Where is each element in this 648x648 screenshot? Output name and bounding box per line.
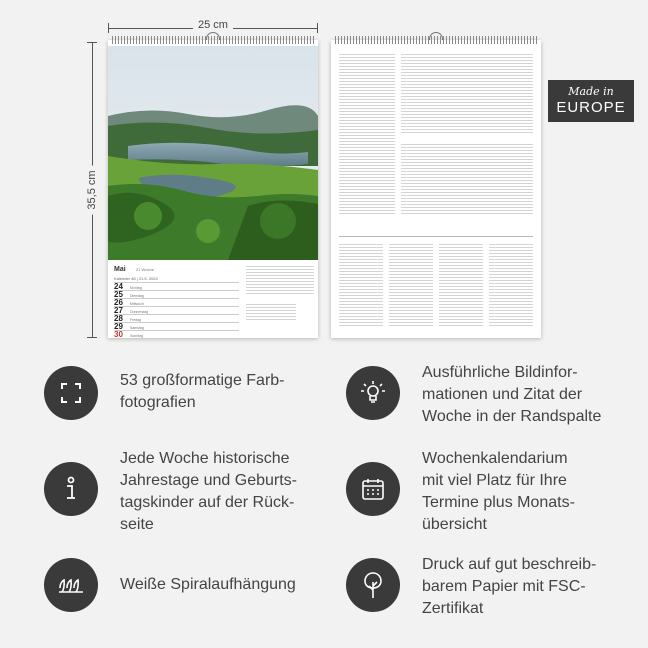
feature-item [44, 450, 297, 536]
article-text-2 [401, 144, 533, 214]
feature-item [346, 366, 601, 428]
birthday-column-2 [389, 244, 433, 328]
day-number: 30 [114, 330, 123, 339]
weekday-label: Mittwoch [130, 302, 144, 306]
feature-text: Druck auf gut beschreib- barem Papier mit FSC- Zertifikat [422, 556, 597, 617]
feature-text: Ausführliche Bildinfor- mationen und Zitat der Woche in der Randspalte [422, 364, 602, 425]
lightbulb-icon [346, 366, 400, 420]
day-number: 28 [114, 314, 123, 323]
feature-item [346, 558, 596, 620]
day-number: 27 [114, 306, 123, 315]
hanger-hook [429, 32, 443, 40]
day-row [114, 322, 239, 330]
month-label: Mai [114, 266, 126, 273]
feature-text: Weiße Spiralaufhängung [120, 576, 296, 593]
birthday-column-4 [489, 244, 533, 328]
weekly-planner [108, 262, 318, 338]
hanger-hook [206, 32, 220, 40]
weekday-label: Dienstag [130, 294, 144, 298]
info-icon [44, 462, 98, 516]
weekday-label: Samstag [130, 326, 144, 330]
spiral-icon [44, 558, 98, 612]
height-label: 35,5 cm [86, 165, 98, 214]
week-label: 21 Woche [136, 267, 154, 272]
weekday-label: Donnerstag [130, 310, 149, 314]
day-number: 25 [114, 290, 123, 299]
feature-text: Jede Woche historische Jahrestage und Geburts- tagskinder auf der Rück- seite [120, 450, 297, 533]
tree-icon [346, 558, 400, 612]
landscape-photo [108, 46, 318, 260]
birthday-column-1 [339, 244, 383, 328]
day-row [114, 298, 239, 306]
day-row [114, 314, 239, 322]
feature-text: 53 großformatige Farb- fotografien [120, 372, 285, 411]
day-row [114, 306, 239, 314]
history-text-column [339, 54, 395, 214]
calendar-back-page [331, 40, 541, 338]
height-dimension [86, 42, 98, 338]
feature-item [44, 366, 285, 420]
article-text-1 [401, 54, 533, 134]
calendar-icon [346, 462, 400, 516]
made-in-europe-badge [548, 80, 634, 122]
kw-text: Kalender 48 | 21.5. 2024 [114, 276, 158, 281]
day-number: 26 [114, 298, 123, 307]
day-row [114, 282, 239, 290]
day-row [114, 330, 239, 338]
feature-item [346, 450, 575, 536]
fullscreen-icon [44, 366, 98, 420]
quote-text [246, 304, 296, 320]
birthday-column-3 [439, 244, 483, 328]
width-label: 25 cm [193, 19, 233, 31]
badge-line1: Made in [568, 85, 614, 98]
feature-item [44, 558, 296, 612]
weekday-label: Sonntag [130, 334, 144, 338]
day-number: 29 [114, 322, 123, 331]
day-number: 24 [114, 282, 123, 291]
weekday-label: Freitag [130, 318, 141, 322]
day-row [114, 290, 239, 298]
section-divider [339, 236, 533, 237]
badge-line2: EUROPE [556, 99, 626, 116]
feature-text: Wochenkalendarium mit viel Platz für Ihre Termine plus Monats- übersicht [422, 450, 575, 533]
calendar-front-page [108, 40, 318, 338]
weekday-label: Montag [130, 286, 142, 290]
picture-info-text [246, 266, 314, 296]
